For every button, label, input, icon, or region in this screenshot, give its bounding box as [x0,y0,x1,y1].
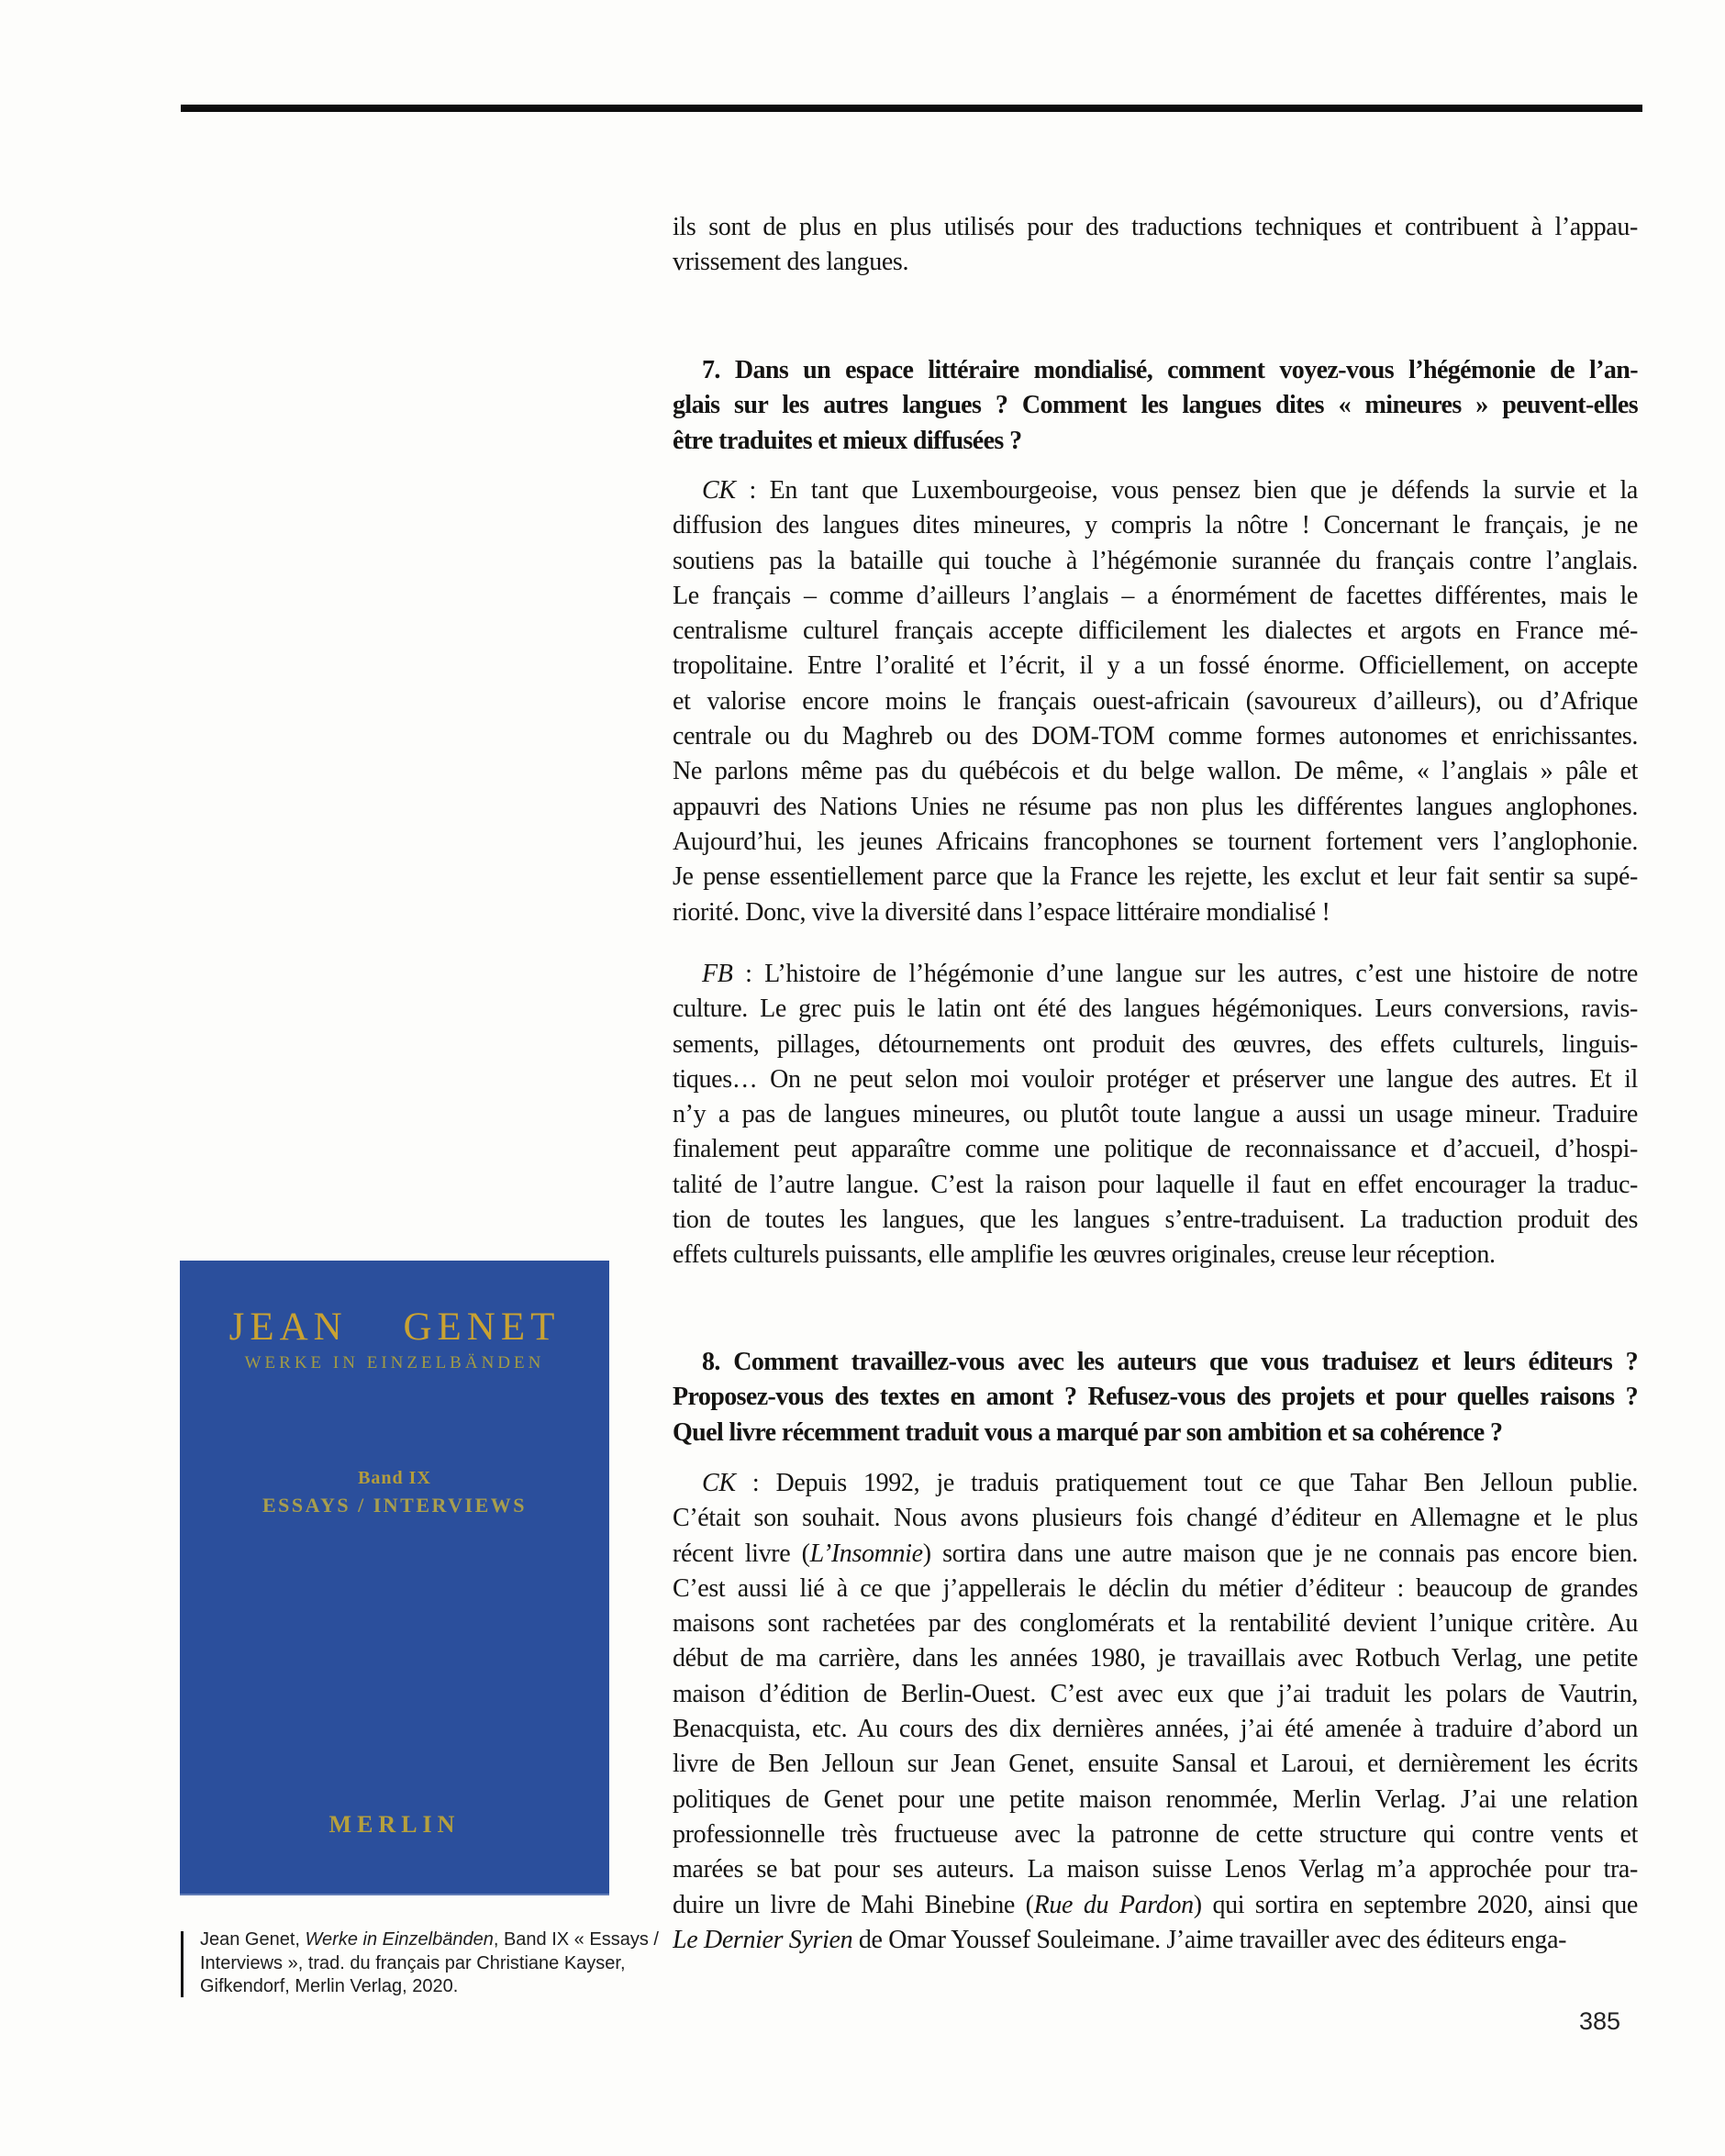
text-line: maisons sont rachetées par des conglomérats et la rentabilité devient l’unique critère. Au [673,1609,1638,1639]
text-line: culture. Le grec puis le latin ont été des langues hégémoniques. Leurs conversions, ravis- [673,995,1638,1024]
text-line: Gifkendorf, Merlin Verlag, 2020. [200,1976,459,1997]
text-line: maison d’édition de Berlin-Ouest. C’est avec eux que j’ai traduit les polars de Vautrin, [673,1679,1638,1708]
text-line: professionnelle très fructueuse avec la patronne de cette structure qui contre vents et [673,1819,1638,1849]
text-line: début de ma carrière, dans les années 1980, je travaillais avec Rotbuch Verlag, une petite [673,1644,1638,1673]
answer-fb [673,957,1638,1273]
top-rule [181,105,1642,112]
cover-volume-label: Band IX [358,1468,431,1488]
text-line: CK : En tant que Luxembourgeoise, vous pensez bien que je défends la survie et la [702,476,1638,505]
text-line: Quel livre récemment traduit vous a marqué par son ambition et sa cohérence ? [673,1417,1503,1447]
text-line: FB : L’histoire de l’hégémonie d’une langue sur les autres, c’est une histoire de notre [702,960,1638,988]
text-line: effets culturels puissants, elle amplifie les œuvres originales, creuse leur réception. [673,1240,1496,1270]
text-line: Je pense essentiellement parce que la France les rejette, les exclut et leur fait sentir sa supé- [673,862,1638,892]
text-line: sements, pillages, détournements ont produit des œuvres, des effets culturels, linguis- [673,1029,1638,1059]
figure-caption [181,1928,659,1999]
text-line: centrale ou du Maghreb ou des DOM-TOM comme formes autonomes et enrichissantes. [673,722,1638,751]
text-line: centralisme culturel français accepte difficilement les dialectes et argots en France mé- [673,617,1638,646]
text-line: politiques de Genet pour une petite maison renommée, Merlin Verlag. J’ai une relation [673,1784,1638,1814]
text-line: Le Dernier Syrien de Omar Youssef Souleimane. J’aime travailler avec des éditeurs enga- [673,1925,1567,1954]
book-cover-image [180,1261,609,1895]
text-line: Interviews », trad. du français par Christiane Kayser, [200,1952,626,1973]
interview-question-8 [673,1345,1638,1450]
cover-publisher: MERLIN [328,1811,461,1838]
text-line: vrissement des langues. [673,248,909,277]
text-line: finalement peut apparaître comme une politique de reconnaissance et d’accueil, d’hospi- [673,1135,1638,1164]
text-line: CK : Depuis 1992, je traduis pratiquement tout ce que Tahar Ben Jelloun publie. [702,1469,1638,1497]
cover-series-title: WERKE IN EINZELBÄNDEN [244,1353,545,1373]
interview-question-7 [673,353,1638,459]
text-line: riorité. Donc, vive la diversité dans l’espace littéraire mondialisé ! [673,897,1330,927]
cover-author-title: JEAN GENET [228,1306,561,1349]
text-line: livre de Ben Jelloun sur Jean Genet, ensuite Sansal et Laroui, et dernièrement les écrits [673,1750,1638,1779]
text-line: C’est aussi lié à ce que j’appellerais le déclin du métier d’éditeur : beaucoup de grandes [673,1573,1638,1603]
text-line: C’était son souhait. Nous avons plusieurs fois changé d’éditeur en Allemagne et le plus [673,1504,1638,1533]
text-line: tion de toutes les langues, que les langues s’entre-traduisent. La traduction produit des [673,1206,1638,1235]
text-line: glais sur les autres langues ? Comment les langues dites « mineures » peuvent-elles [673,391,1638,420]
text-line: et valorise encore moins le français ouest-africain (savoureux d’ailleurs), ou d’Afrique [673,686,1638,716]
text-line: n’y a pas de langues mineures, ou plutôt toute langue a aussi un usage mineur. Traduire [673,1100,1638,1129]
text-line: talité de l’autre langue. C’est la raison pour laquelle il faut en effet encourager la traduc- [673,1170,1638,1199]
text-line: tropolitaine. Entre l’oralité et l’écrit, il y a un fossé énorme. Officiellement, on accepte [673,651,1638,681]
text-line: Aujourd’hui, les jeunes Africains francophones se tournent fortement vers l’anglophonie. [673,827,1638,856]
page-number: 385 [1578,2007,1620,2035]
text-line: Jean Genet, Werke in Einzelbänden, Band IX « Essays / [200,1929,659,1950]
text-line: 7. Dans un espace littéraire mondialisé, comment voyez-vous l’hégémonie de l’an- [702,356,1638,384]
text-line: soutiens pas la bataille qui touche à l’hégémonie surannée du français contre l’anglais. [673,546,1638,575]
text-line: duire un livre de Mahi Binebine (Rue du Pardon) qui sortira en septembre 2020, ainsi que [673,1890,1638,1919]
text-line: ils sont de plus en plus utilisés pour des traductions techniques et contribuent à l’appau- [673,213,1638,241]
text-line: tiques… On ne peut selon moi vouloir protéger et préserver une langue des autres. Et il [673,1064,1638,1094]
text-line: Proposez-vous des textes en amont ? Refusez-vous des projets et pour quelles raisons ? [673,1383,1638,1412]
answer-ck-1 [673,473,1638,930]
text-line: être traduites et mieux diffusées ? [673,426,1022,455]
text-line: appauvri des Nations Unies ne résume pas non plus les différentes langues anglophones. [673,792,1638,821]
text-line: 8. Comment travaillez-vous avec les auteurs que vous traduisez et leurs éditeurs ? [702,1348,1638,1376]
paragraph-intro-continuation [673,210,1638,281]
text-line: Le français – comme d’ailleurs l’anglais – a énormément de facettes différentes, mais le [673,581,1638,610]
text-line: récent livre (L’Insomnie) sortira dans une autre maison que je ne connais pas encore bien. [673,1539,1638,1568]
cover-volume-title: ESSAYS / INTERVIEWS [262,1494,528,1517]
answer-ck-2 [673,1466,1638,1958]
text-line: marées se bat pour ses auteurs. La maison suisse Lenos Verlag m’a approchée pour tra- [673,1855,1638,1884]
text-line: Ne parlons même pas du québécois et du belge wallon. De même, « l’anglais » pâle et [673,757,1638,786]
caption-rule [181,1931,184,1997]
caption-text [200,1928,659,1999]
text-line: Benacquista, etc. Au cours des dix dernières années, j’ai été amenée à traduire d’abord un [673,1715,1638,1744]
text-line: diffusion des langues dites mineures, y compris la nôtre ! Concernant le français, je ne [673,511,1638,540]
